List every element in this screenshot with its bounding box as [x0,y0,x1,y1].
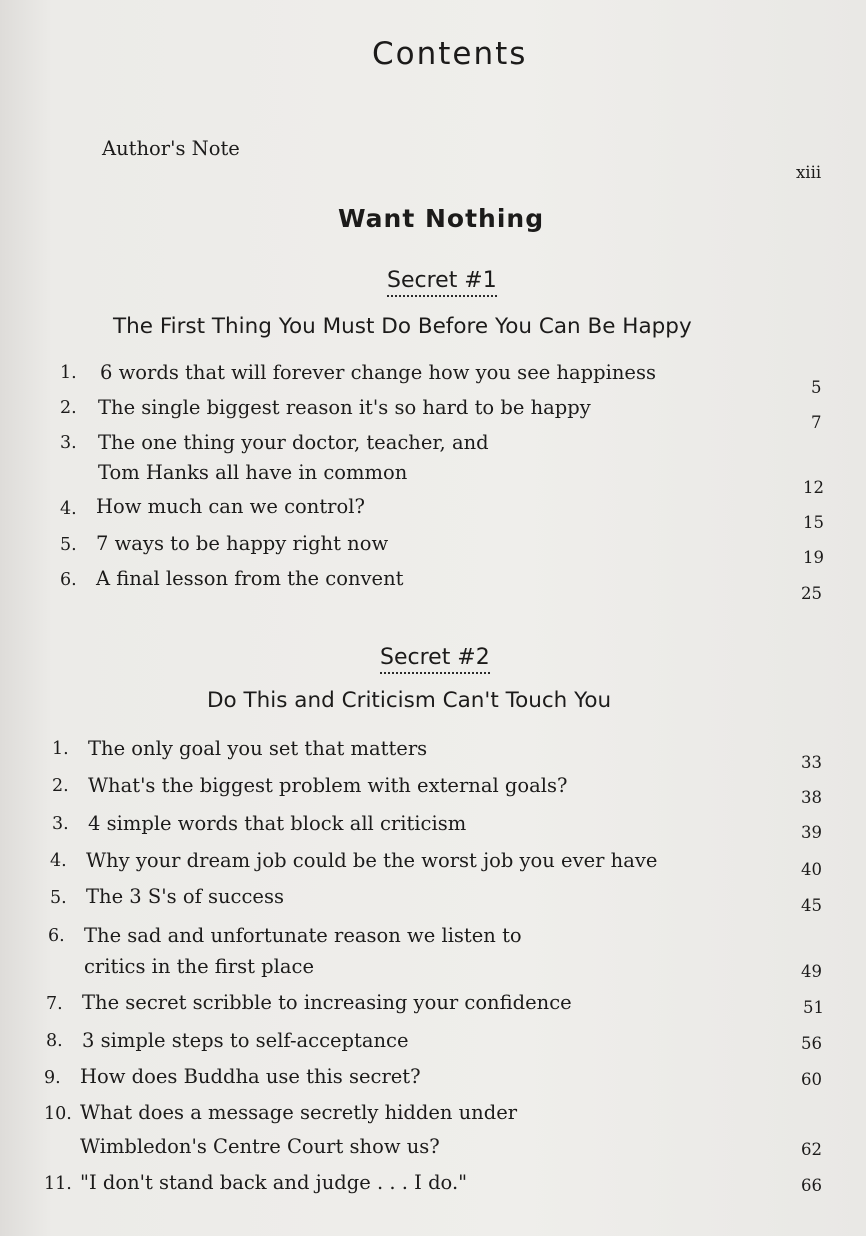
entry-page: 56 [801,1034,822,1053]
entry-page: 45 [801,896,822,915]
entry-title: The only goal you set that matters [88,737,428,760]
entry-number: 6. [60,570,77,590]
entry-number: 3. [52,814,69,834]
entry-title: What does a message secretly hidden under [80,1101,518,1124]
entry-title: How does Buddha use this secret? [80,1065,421,1088]
entry-page: 38 [801,788,822,807]
entry-title-continued: Wimbledon's Centre Court show us? [80,1135,440,1158]
entry-title: 7 ways to be happy right now [96,532,389,555]
entry-number: 6. [48,926,65,946]
entry-title: 3 simple steps to self-acceptance [82,1029,409,1052]
entry-page: 7 [811,413,822,432]
entry-page: 12 [803,478,824,497]
entry-number: 11. [44,1174,72,1194]
entry-title-continued: critics in the first place [84,955,314,978]
entry-title: The 3 S's of success [86,885,284,908]
entry-page: 49 [801,962,822,981]
entry-page: 40 [801,860,822,879]
part-title: Want Nothing [338,204,545,233]
entry-number: 3. [60,433,77,453]
entry-title: 6 words that will forever change how you see happiness [100,361,656,384]
entry-page: 5 [811,378,822,397]
authors-note-label: Author's Note [102,137,240,160]
entry-page: 60 [801,1070,822,1089]
entry-page: 39 [801,823,822,842]
entry-number: 5. [60,535,77,555]
entry-title: "I don't stand back and judge . . . I do." [80,1171,468,1194]
entry-title: A final lesson from the convent [96,567,404,590]
entry-number: 1. [52,739,69,759]
page-title: Contents [372,36,528,72]
entry-page: 33 [801,753,822,772]
entry-title: The sad and unfortunate reason we listen to [84,924,522,947]
entry-number: 4. [60,499,77,519]
section-subtitle: The First Thing You Must Do Before You Can Be Happy [113,314,692,339]
entry-page: 66 [801,1176,822,1195]
entry-title: How much can we control? [96,495,365,518]
entry-number: 1. [60,363,77,383]
entry-number: 10. [44,1104,72,1124]
entry-number: 2. [60,398,77,418]
entry-page: 25 [801,584,822,603]
entry-number: 2. [52,776,69,796]
entry-title-continued: Tom Hanks all have in common [98,461,408,484]
entry-number: 7. [46,994,63,1014]
section-heading: Secret #2 [380,645,490,674]
entry-number: 5. [50,888,67,908]
section-subtitle: Do This and Criticism Can't Touch You [207,688,612,713]
entry-number: 8. [46,1031,63,1051]
entry-page: 51 [803,998,824,1017]
entry-title: The secret scribble to increasing your confidence [82,991,572,1014]
authors-note-page: xiii [796,163,822,182]
entry-page: 15 [803,513,824,532]
entry-title: What's the biggest problem with external goals? [88,774,568,797]
entry-title: 4 simple words that block all criticism [88,812,467,835]
section-heading: Secret #1 [387,268,497,297]
entry-title: The one thing your doctor, teacher, and [98,431,489,454]
entry-title: Why your dream job could be the worst job you ever have [86,849,658,872]
entry-page: 62 [801,1140,822,1159]
entry-number: 9. [44,1068,61,1088]
entry-number: 4. [50,851,67,871]
entry-page: 19 [803,548,824,567]
entry-title: The single biggest reason it's so hard to be happy [98,396,591,419]
